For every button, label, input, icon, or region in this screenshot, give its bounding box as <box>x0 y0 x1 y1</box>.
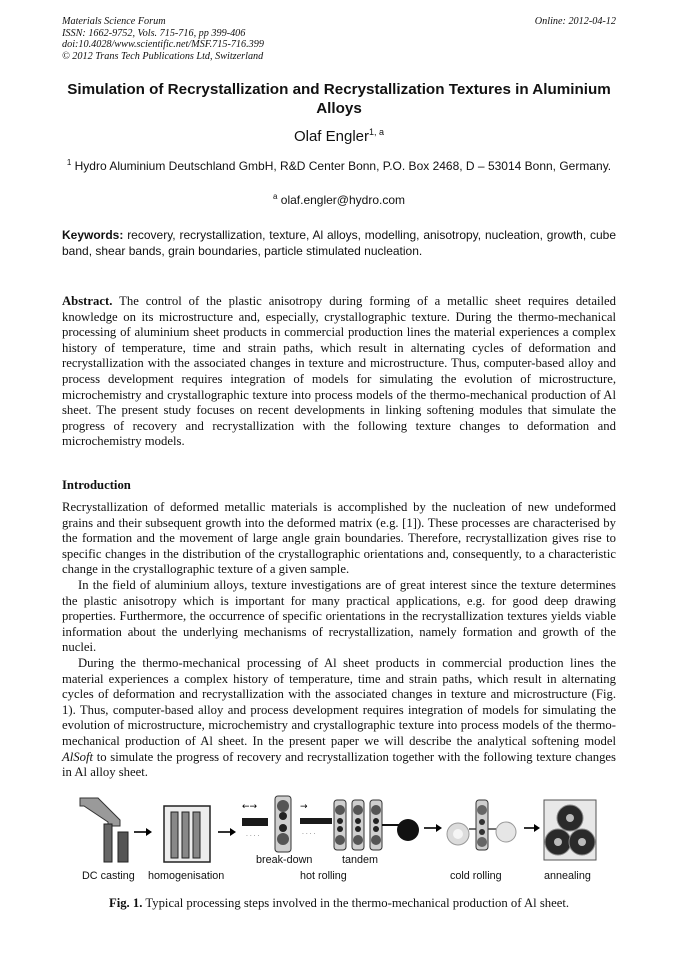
arrow-3 <box>424 824 442 832</box>
author-sup: 1, a <box>369 127 385 137</box>
email-sup: a <box>272 192 278 201</box>
issn-line: ISSN: 1662-9752, Vols. 715-716, pp 399-406 <box>62 27 246 39</box>
keywords-text: recovery, recrystallization, texture, Al alloys, modelling, anisotropy, nucleation, growth, cube band, shear bands, grain boundaries, particle stimulated nucleation. <box>62 228 616 258</box>
figure-caption <box>62 896 616 911</box>
affiliation <box>62 155 616 174</box>
email <box>62 192 616 207</box>
homogenisation-graphic <box>164 806 210 862</box>
paper-title: Simulation of Recrystallization and Recrystallization Textures in Aluminium Alloys <box>67 81 611 117</box>
author-name: Olaf Engler <box>293 128 370 145</box>
intro-paragraph-3 <box>62 656 616 781</box>
abstract-text: The control of the plastic anisotropy during forming of a metallic sheet requires detailed knowledge on its microstructure and, especially, crystallographic texture. During the thermo-mechanical processing of aluminium sheet products in commercial production lines the material experiences a complex history of temperature, time and strain paths, which result in alternating cycles of deformation and recrystallization with the associated changes in texture and microstructure. Thus, computer-based alloy and process development requires integration of models for simulating the evolution of microstructure, microchemistry and crystallographic texture into process models of the thermo-mechanical production of Al sheet. The present study focuses on recent developments in linking softening modules that simulate the progress of recovery and recrystallization with the following texture changes to deformation and microchemistry models. <box>62 294 616 449</box>
caption-text: Typical processing steps involved in the thermo-mechanical production of Al sheet. <box>145 896 570 910</box>
introduction-body <box>62 500 616 781</box>
annealing-graphic <box>544 800 596 860</box>
arrow-4 <box>524 824 540 832</box>
svg-text:· · · ·: · · · · <box>302 831 316 838</box>
copyright-line: © 2012 Trans Tech Publications Ltd, Switzerland <box>62 50 264 62</box>
journal-name: Materials Science Forum <box>62 16 166 27</box>
affiliation-text: Hydro Aluminium Deutschland GmbH, R&D Center Bonn, P.O. Box 2468, D – 53014 Bonn, Germany. <box>74 159 612 173</box>
journal-header <box>62 16 616 62</box>
tandem-mill-graphic <box>300 800 419 850</box>
svg-text:· · · ·: · · · · <box>246 833 260 840</box>
introduction-heading: Introduction <box>62 478 131 492</box>
label-tandem: tandem <box>342 854 379 866</box>
label-dc-casting: DC casting <box>82 870 135 882</box>
author <box>62 127 616 145</box>
doi-line: doi:10.4028/www.scientific.net/MSF.715-716.399 <box>62 39 264 51</box>
figure-1 <box>78 792 608 884</box>
affiliation-sup: 1 <box>66 158 72 167</box>
cold-rolling-graphic <box>447 800 516 850</box>
keywords <box>62 228 616 259</box>
model-name: AlSoft <box>62 749 94 764</box>
label-homogenisation: homogenisation <box>148 870 225 882</box>
label-cold-rolling: cold rolling <box>450 870 502 882</box>
intro-paragraph-1: Recrystallization of deformed metallic materials is accomplished by the nucleation of new undeformed grains and their subsequent growth into the deformed matrix (e.g. [1]). These processes are characterised by the formation and the movement of large angle grain boundaries. Therefore, recrystallization gives rise to specific changes in the distribution of the crystallographic orientations and, consequently, to a characteristic change in the crystallographic texture of a given sample. <box>62 500 616 577</box>
intro-p3-start: During the thermo-mechanical processing of Al sheet products in commercial production lines the material experiences a complex history of temperature, time and strain paths, which result in alternating cycles of deformation and recrystallization with the associated changes in texture and microstructure (Fig. 1). Thus, computer-based alloy and process development requires integration of models for simulating the evolution of microstructure, microchemistry and crystallographic texture into process models of the thermo-mechanical production of Al sheet. In the present paper we will describe the analytical softening model <box>62 655 616 748</box>
dc-casting-graphic <box>80 798 128 862</box>
svg-text:→: → <box>300 802 308 812</box>
label-break-down: break-down <box>256 854 313 866</box>
arrow-2 <box>218 828 236 836</box>
abstract <box>62 294 616 450</box>
label-annealing: annealing <box>544 870 591 882</box>
breakdown-mill-graphic <box>242 796 291 852</box>
intro-paragraph-2: In the field of aluminium alloys, texture investigations are of great interest since the texture determines the plastic anisotropy which is important for many practical applications, e.g. for good deep drawing properties. Furthermore, the occurrence of specific orientations in the recrystallization textures yields viable information about the underlying mechanisms of recrystallization, namely formation and growth of the nuclei. <box>62 577 616 655</box>
caption-label: Fig. 1. <box>108 896 143 910</box>
svg-text:←→: ←→ <box>242 802 258 812</box>
label-hot-rolling: hot rolling <box>300 870 347 882</box>
email-address[interactable]: olaf.engler@hydro.com <box>280 193 406 207</box>
online-date: Online: 2012-04-12 <box>534 16 616 27</box>
intro-p3-end: to simulate the progress of recovery and recrystallization together with the following texture changes in Al alloy sheet. <box>62 749 616 780</box>
keywords-label: Keywords: <box>62 228 124 242</box>
arrow-1 <box>134 828 152 836</box>
abstract-label: Abstract. <box>62 294 113 308</box>
